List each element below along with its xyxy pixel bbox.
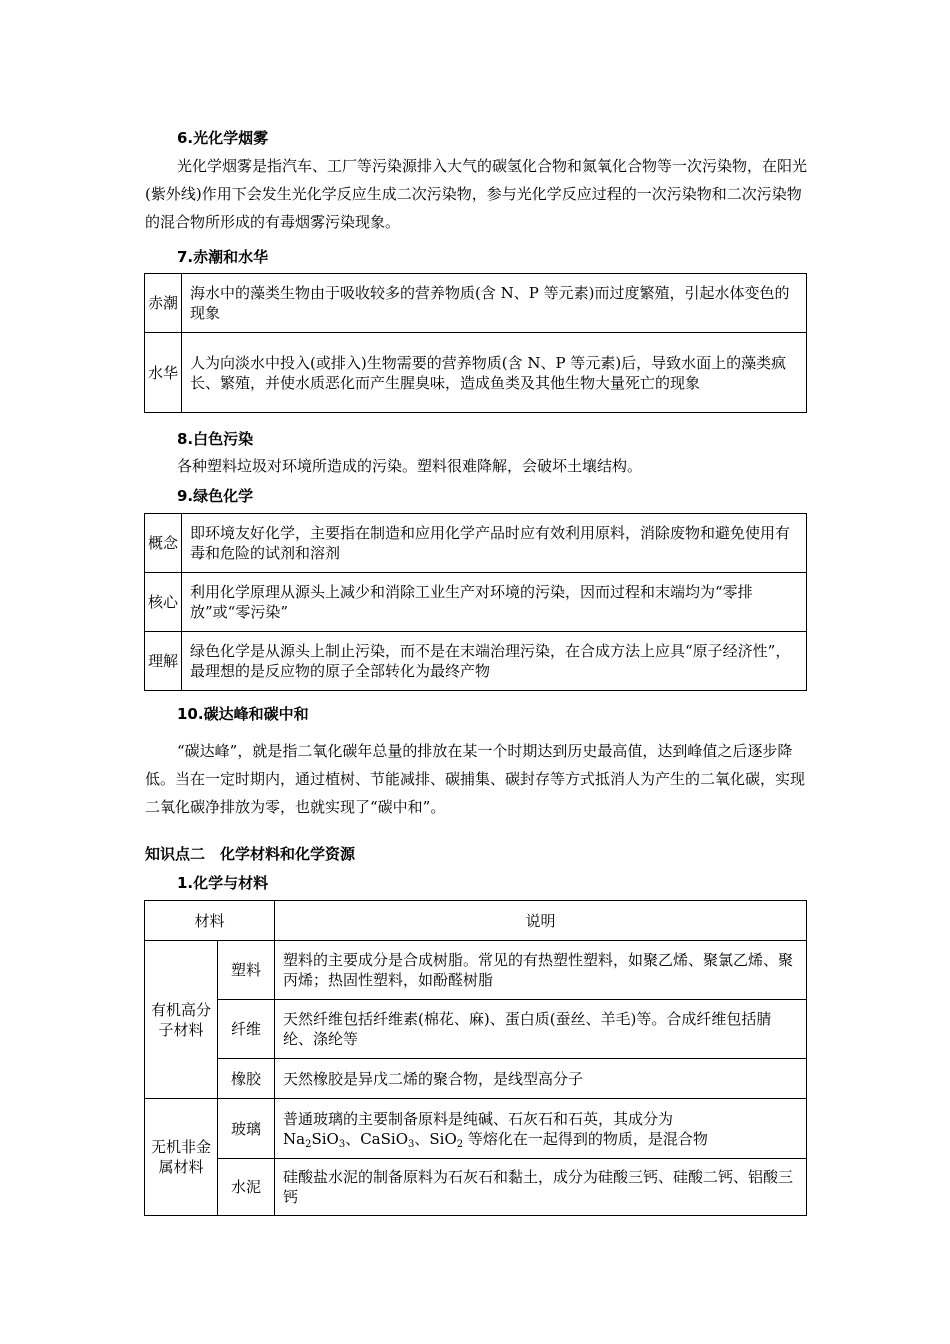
row-text-glass: [275, 1099, 807, 1159]
materials-subheading: 1.化学与材料: [177, 874, 269, 892]
section-6-body: 光化学烟雾是指汽车、工厂等污染源排入大气的碳氢化合物和氮氧化合物等一次污染物，在阳光(紫外线)作用下会发生光化学反应生成二次污染物，参与光化学反应过程的一次污染物和二次污染物的混合物所形成的有毒烟雾污染现象。: [145, 157, 808, 231]
row-label: 水泥: [218, 1159, 275, 1216]
formula-sio2: 、SiO$_2$: [414, 1129, 464, 1150]
row-text: 硅酸盐水泥的制备原料为石灰石和黏土，成分为硅酸三钙、硅酸二钙、铝酸三钙: [275, 1159, 807, 1216]
row-text: 人为向淡水中投入(或排入)生物需要的营养物质(含 N、P 等元素)后，导致水面上的藻类疯长、繁殖，并使水质恶化而产生腥臭味，造成鱼类及其他生物大量死亡的现象: [182, 333, 807, 413]
row-text: 利用化学原理从源头上减少和消除工业生产对环境的污染，因而过程和末端均为“零排放”或“零污染”: [182, 573, 807, 632]
green-chemistry-table: [144, 513, 807, 691]
row-label: 核心: [145, 573, 182, 632]
row-text: 即环境友好化学，主要指在制造和应用化学产品时应有效利用原料，消除废物和避免使用有毒和危险的试剂和溶剂: [182, 514, 807, 573]
section-9-heading: 9.绿色化学: [177, 487, 254, 505]
header-description: 说明: [275, 901, 807, 941]
table-row: [145, 573, 807, 632]
table-row: [145, 1000, 807, 1059]
section-10-body: “碳达峰”，就是指二氧化碳年总量的排放在某一个时期达到历史最高值，达到峰值之后逐步降低。当在一定时期内，通过植树、节能减排、碳捕集、碳封存等方式抵消人为产生的二氧化碳，实现二氧化碳净排放为零，也就实现了“碳中和”。: [145, 742, 806, 816]
row-text: 海水中的藻类生物由于吸收较多的营养物质(含 N、P 等元素)而过度繁殖，引起水体变色的现象: [182, 274, 807, 333]
glass-text-line1: 普通玻璃的主要制备原料是纯碱、石灰石和石英，其成分为: [283, 1109, 674, 1128]
knowledge-point-2-heading: 知识点二 化学材料和化学资源: [145, 845, 356, 863]
section-8-body: 各种塑料垃圾对环境所造成的污染。塑料很难降解，会破坏土壤结构。: [177, 457, 643, 475]
section-6-heading: 6.光化学烟雾: [177, 129, 269, 147]
table-row: [145, 1059, 807, 1099]
table-row: [145, 333, 807, 413]
table-row: [145, 1099, 807, 1159]
section-8-heading: 8.白色污染: [177, 430, 254, 448]
row-label: 纤维: [218, 1000, 275, 1059]
row-label: 赤潮: [145, 274, 182, 333]
section-7-heading: 7.赤潮和水华: [177, 248, 269, 266]
row-text: 天然纤维包括纤维素(棉花、麻)、蛋白质(蚕丝、羊毛)等。合成纤维包括腈纶、涤纶等: [275, 1000, 807, 1059]
formula-casio3: 、CaSiO$_3$: [345, 1129, 415, 1150]
formula-na2sio3: $Na_2SiO_3$: [283, 1129, 346, 1150]
materials-table: [144, 900, 807, 1216]
group-label-organic: 有机高分子材料: [145, 941, 218, 1099]
red-tide-table: [144, 273, 807, 413]
row-label: 理解: [145, 632, 182, 691]
table-row: [145, 941, 807, 1000]
row-label: 概念: [145, 514, 182, 573]
row-text: 天然橡胶是异戊二烯的聚合物，是线型高分子: [275, 1059, 807, 1099]
table-header-row: [145, 901, 807, 941]
row-label: 橡胶: [218, 1059, 275, 1099]
table-row: [145, 1159, 807, 1216]
group-label-inorganic: 无机非金属材料: [145, 1099, 218, 1216]
row-text: 绿色化学是从源头上制止污染，而不是在末端治理污染，在合成方法上应具“原子经济性”，最理想的是反应物的原子全部转化为最终产物: [182, 632, 807, 691]
row-label: 塑料: [218, 941, 275, 1000]
row-label: 水华: [145, 333, 182, 413]
row-label: 玻璃: [218, 1099, 275, 1159]
table-row: [145, 514, 807, 573]
section-10-heading: 10.碳达峰和碳中和: [177, 705, 309, 723]
table-row: [145, 632, 807, 691]
row-text: 塑料的主要成分是合成树脂。常见的有热塑性塑料，如聚乙烯、聚氯乙烯、聚丙烯；热固性塑料，如酚醛树脂: [275, 941, 807, 1000]
glass-text-tail: 等熔化在一起得到的物质，是混合物: [463, 1129, 708, 1148]
table-row: [145, 274, 807, 333]
header-material: 材料: [145, 901, 275, 941]
